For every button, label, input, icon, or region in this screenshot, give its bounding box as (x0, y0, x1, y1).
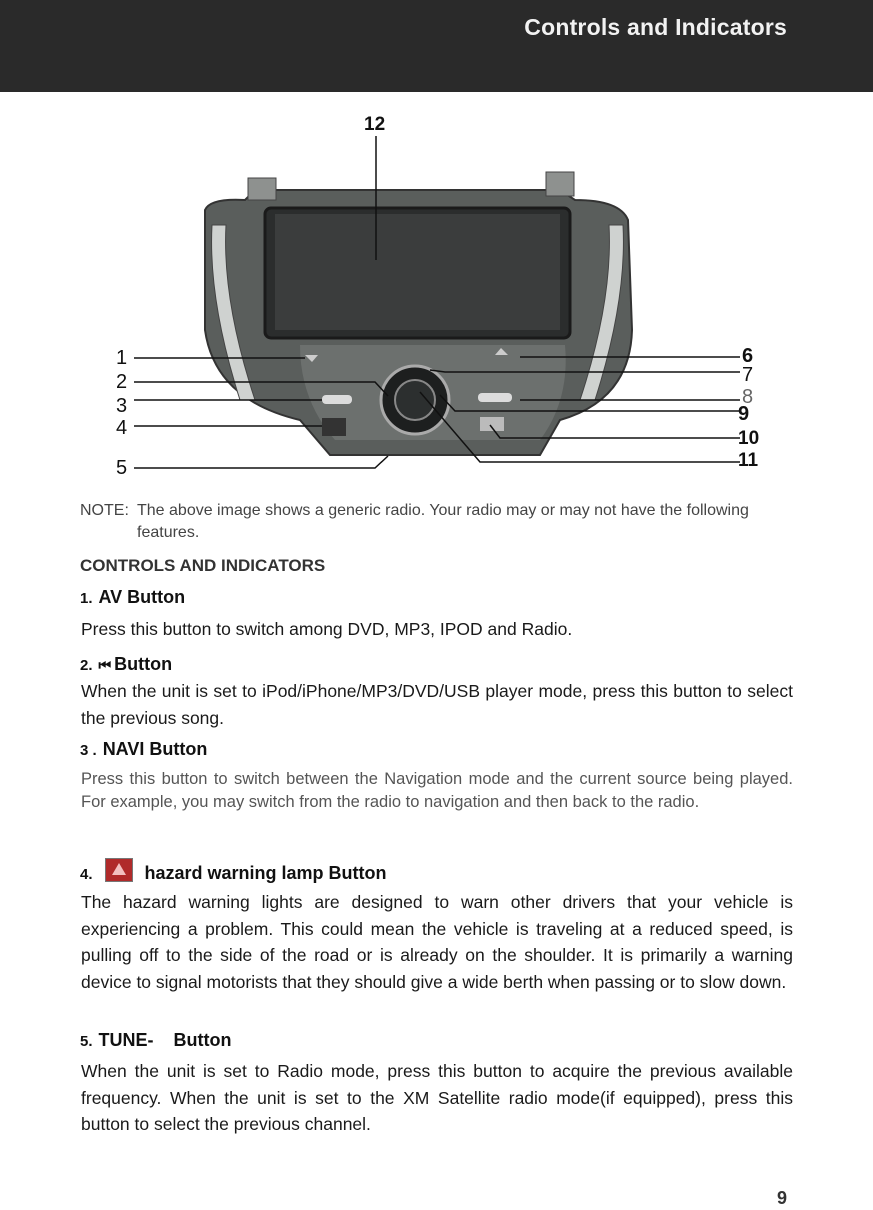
hazard-warning-icon (105, 858, 133, 882)
callout-12: 12 (364, 114, 386, 135)
callout-1: 1 (116, 347, 128, 369)
note (80, 500, 800, 544)
callout-9: 9 (738, 403, 750, 425)
item-5-heading (80, 1030, 232, 1051)
item-3-title: NAVI Button (102, 739, 208, 759)
radio-illustration (0, 100, 873, 490)
section-title: CONTROLS AND INDICATORS (80, 556, 326, 575)
item-4-number: 4. (80, 866, 93, 883)
item-3-number: 3 . (80, 742, 97, 759)
callout-7: 7 (742, 364, 754, 386)
item-5-number: 5. (80, 1033, 93, 1050)
item-3-heading (80, 739, 207, 760)
callout-4: 4 (116, 417, 128, 439)
item-4-heading (80, 858, 387, 884)
callout-6: 6 (742, 345, 754, 367)
item-1-title: AV Button (98, 587, 186, 607)
item-1-text: Press this button to switch among DVD, MP3, IPOD and Radio. (81, 619, 573, 639)
callout-2: 2 (116, 371, 128, 393)
callout-3: 3 (116, 395, 128, 417)
item-4-text: The hazard warning lights are designed to warn other drivers that your vehicle is experiencing a problem. This could mean the vehicle is traveling at a reduced speed, is pulling off to the side of the road or is already on the shoulder. It is primarily a warning device to signal motorists that they should give a wide berth when passing or to slow down. (81, 892, 793, 992)
item-2-title: Button (114, 654, 173, 674)
item-2-heading (80, 654, 172, 675)
item-1-number: 1. (80, 590, 93, 607)
item-5-text: When the unit is set to Radio mode, press this button to acquire the previous available frequency. When the unit is set to the XM Satellite radio mode(if equipped), press this button to select the previous channel. (81, 1061, 793, 1134)
item-5-title: TUNE- Button (98, 1030, 232, 1050)
previous-track-icon: ⏮ (98, 657, 109, 673)
item-4-title: hazard warning lamp Button (144, 863, 387, 883)
item-3-text: Press this button to switch between the Navigation mode and the current source being played. For example, you may switch from the radio to navigation and then back to the radio. (81, 770, 793, 811)
page-header (0, 0, 873, 92)
callout-8: 8 (742, 386, 754, 408)
item-2-number: 2. (80, 657, 93, 674)
callout-10: 10 (738, 428, 760, 449)
note-label: NOTE: (80, 502, 129, 519)
callout-5: 5 (116, 457, 128, 479)
page-number: 9 (776, 1188, 787, 1208)
item-2-text: When the unit is set to iPod/iPhone/MP3/DVD/USB player mode, press this button to select the previous song. (81, 681, 793, 728)
item-1-heading (80, 587, 185, 608)
callout-11: 11 (738, 450, 759, 471)
note-text: The above image shows a generic radio. Your radio may or may not have the following features. (137, 502, 749, 541)
header-title: Controls and Indicators (524, 14, 787, 40)
